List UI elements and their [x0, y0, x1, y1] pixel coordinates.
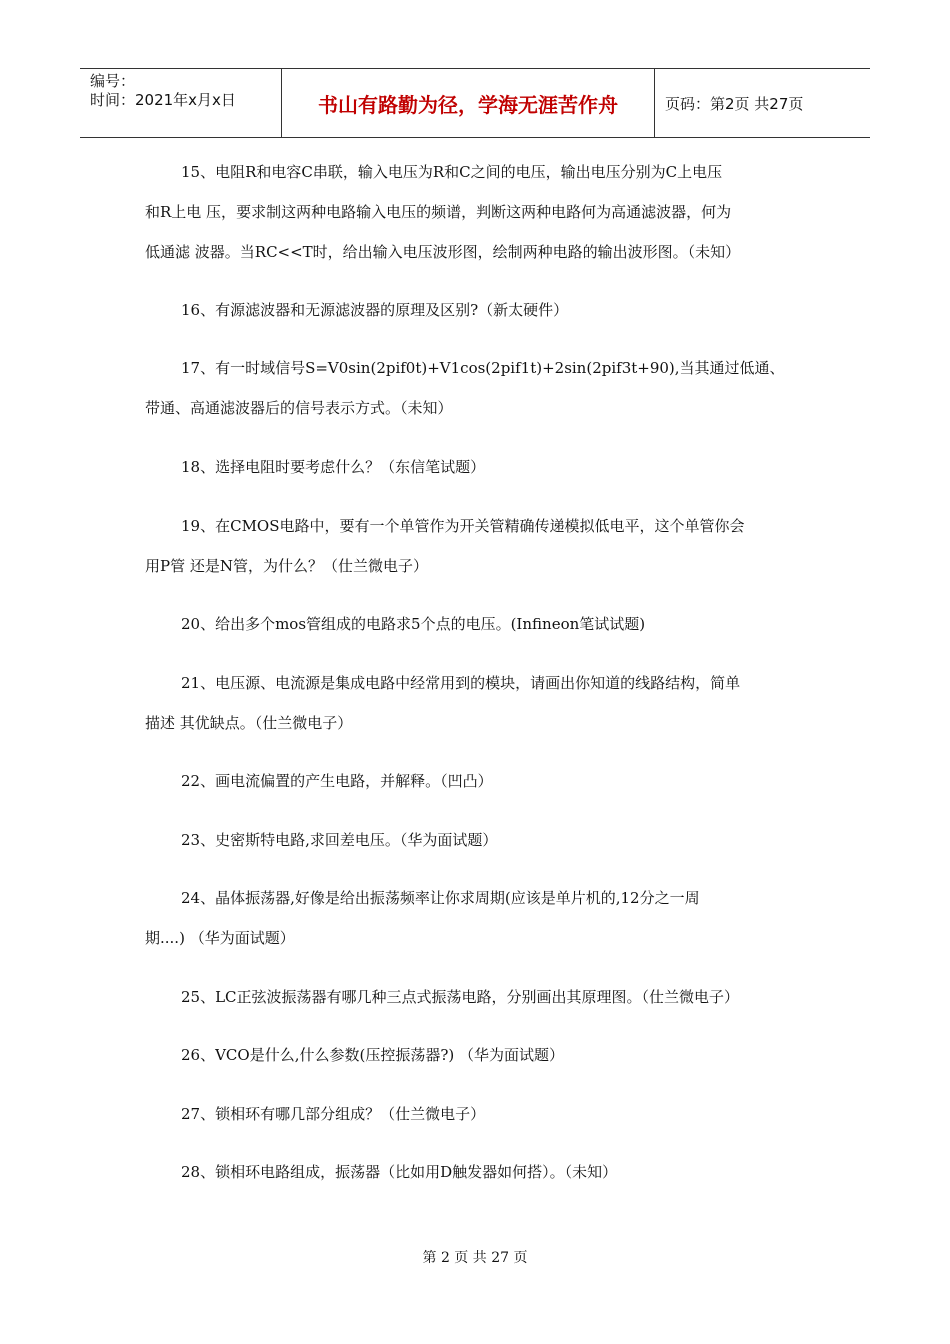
question-line: 25、LC正弦波振荡器有哪几种三点式振荡电路，分别画出其原理图。（仕兰微电子） [181, 988, 740, 1006]
question-24 [145, 888, 825, 948]
question-26 [145, 1045, 825, 1065]
question-line: 28、锁相环电路组成，振荡器（比如用D触发器如何搭）。（未知） [181, 1163, 618, 1181]
page-footer: 第 2 页 共 27 页 [422, 1250, 528, 1266]
question-23 [145, 830, 825, 850]
question-16 [145, 300, 825, 320]
question-line: 用P管 还是N管，为什么？（仕兰微电子） [145, 557, 428, 575]
header-motto: 书山有路勤为径，学海无涯苦作舟 [281, 69, 655, 137]
question-line: 27、锁相环有哪几部分组成？（仕兰微电子） [181, 1105, 486, 1123]
question-line: 18、选择电阻时要考虑什么？（东信笔试题） [181, 458, 486, 476]
question-line: 21、电压源、电流源是集成电路中经常用到的模块，请画出你知道的线路结构，简单 [181, 674, 741, 692]
question-line: 26、VCO是什么,什么参数(压控振荡器?) （华为面试题） [181, 1046, 564, 1064]
question-17 [145, 358, 825, 418]
header-page-info: 页码：第2页 共27页 [665, 94, 804, 113]
question-line: 和R上电 压，要求制这两种电路输入电压的频谱，判断这两种电路何为高通滤波器，何为 [145, 203, 732, 221]
question-21 [145, 673, 825, 733]
question-20 [145, 614, 825, 634]
question-line: 23、史密斯特电路,求回差电压。（华为面试题） [181, 831, 498, 849]
question-line: 带通、高通滤波器后的信号表示方式。（未知） [145, 399, 453, 417]
question-line: 20、给出多个mos管组成的电路求5个点的电压。(Infineon笔试试题) [181, 615, 646, 633]
question-line: 15、电阻R和电容C串联，输入电压为R和C之间的电压，输出电压分别为C上电压 [181, 163, 723, 181]
question-line: 22、画电流偏置的产生电路，并解释。（凹凸） [181, 772, 493, 790]
page-header [80, 68, 870, 138]
question-27 [145, 1104, 825, 1124]
question-line: 16、有源滤波器和无源滤波器的原理及区别?（新太硬件） [181, 301, 569, 319]
question-25 [145, 987, 825, 1007]
question-line: 17、有一时域信号S=V0sin(2pif0t)+V1cos(2pif1t)+2sin(2pif3t+90),当其通过低通、 [181, 359, 785, 377]
question-line: 24、晶体振荡器,好像是给出振荡频率让你求周期(应该是单片机的,12分之一周 [181, 889, 700, 907]
header-meta [80, 69, 281, 137]
question-line: 期....) （华为面试题） [145, 929, 295, 947]
serial-label: 编号： [90, 72, 136, 90]
question-28 [145, 1162, 825, 1182]
question-line: 描述 其优缺点。（仕兰微电子） [145, 714, 353, 732]
question-line: 低通滤 波器。当RC<<T时，给出输入电压波形图，绘制两种电路的输出波形图。（未知） [145, 243, 741, 261]
question-19 [145, 516, 825, 576]
time-label: 时间：2021年x月x日 [90, 91, 236, 109]
question-15 [145, 162, 825, 262]
question-line: 19、在CMOS电路中，要有一个单管作为开关管精确传递模拟低电平，这个单管你会 [181, 517, 745, 535]
question-18 [145, 457, 825, 477]
question-22 [145, 771, 825, 791]
